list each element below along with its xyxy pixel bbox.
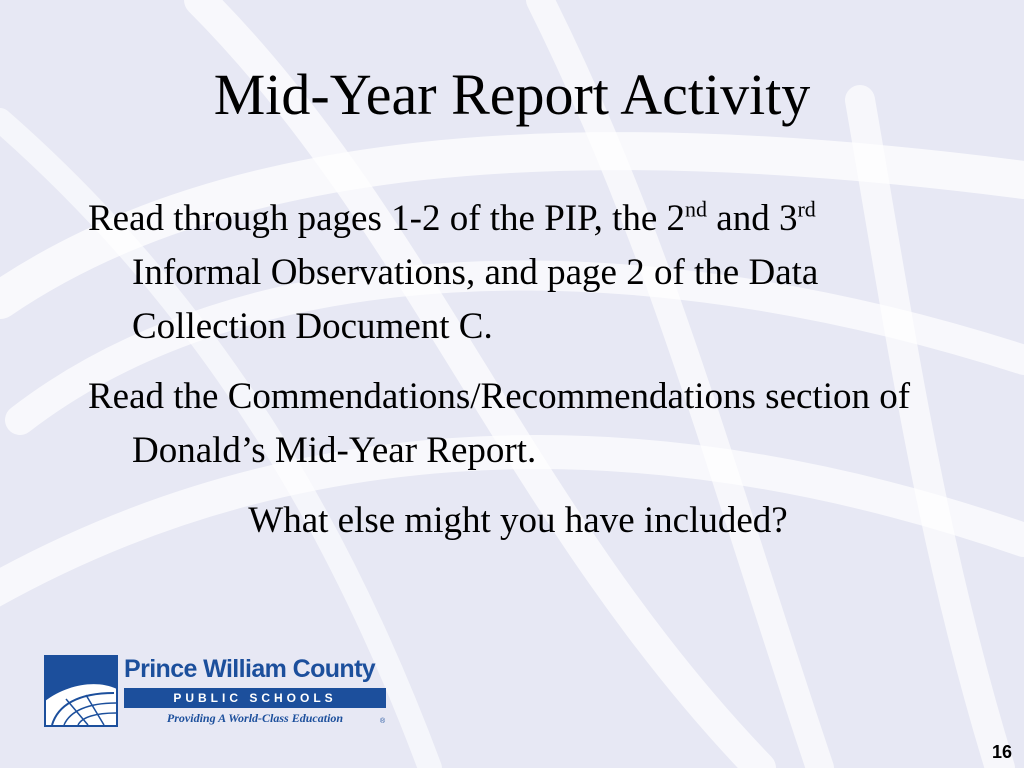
logo-subtitle: PUBLIC SCHOOLS xyxy=(124,688,386,708)
ordinal-suffix-nd: nd xyxy=(685,196,708,222)
logo-name: Prince William County xyxy=(124,655,376,683)
paragraph-reading-assignment xyxy=(88,192,948,354)
paragraph-text-part1: Read through pages 1-2 of the PIP, the 2 xyxy=(88,198,686,239)
pwcs-logo xyxy=(44,655,386,727)
logo-tagline: Providing A World-Class Education xyxy=(166,711,344,725)
pwcs-globe-icon xyxy=(44,655,118,727)
paragraph-text-part3: Informal Observations, and page 2 of the Data Collection Document C. xyxy=(132,252,819,347)
ordinal-suffix-rd: rd xyxy=(797,196,816,222)
paragraph-question: What else might you have included? xyxy=(248,500,788,541)
page-number: 16 xyxy=(991,742,1012,762)
registered-mark: ® xyxy=(380,718,386,725)
slide-body xyxy=(88,192,948,564)
paragraph-commendations: Read the Commendations/Recommendations section of Donald’s Mid-Year Report. xyxy=(88,376,911,471)
paragraph-text-part2: and 3 xyxy=(707,198,798,239)
slide-title: Mid-Year Report Activity xyxy=(213,62,811,127)
